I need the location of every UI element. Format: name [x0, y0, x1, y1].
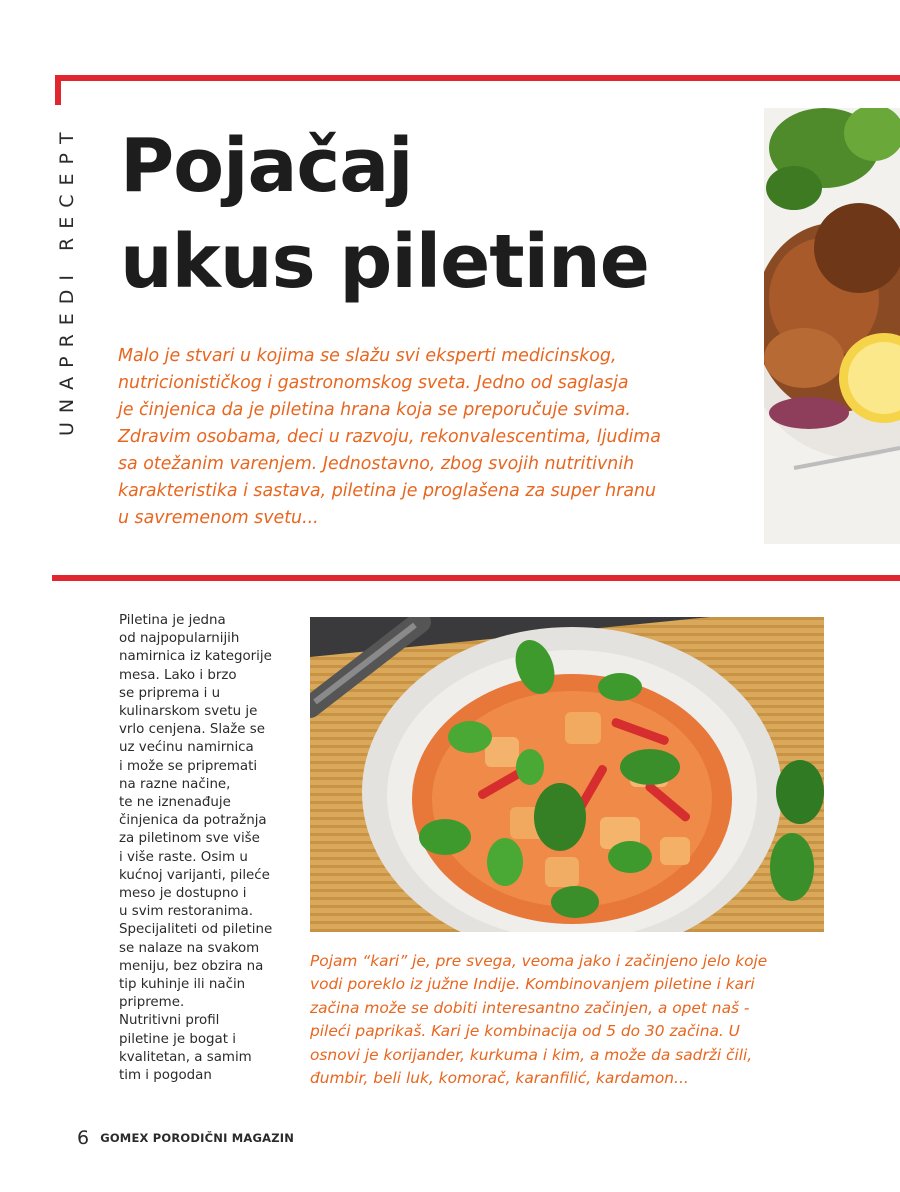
body-line: kvalitetan, a samim — [119, 1049, 252, 1065]
intro-line: Zdravim osobama, deci u razvoju, rekonvalescentima, ljudima — [118, 427, 661, 447]
body-line: se nalaze na svakom — [119, 940, 260, 956]
intro-line: u savremenom svetu... — [118, 508, 319, 528]
intro-line: nutricionističkog i gastronomskog sveta. Jedno od saglasja — [118, 373, 629, 393]
body-line: kućnoj varijanti, pileće — [119, 867, 270, 883]
intro-paragraph — [118, 343, 748, 532]
caption-line: vodi poreklo iz južne Indije. Kombinovanjem piletine i kari — [310, 975, 755, 994]
page-number: 6 — [77, 1127, 90, 1149]
body-line: Specijaliteti od piletine — [119, 922, 273, 938]
body-line: meso je dostupno i — [119, 886, 247, 902]
grilled-chicken-photo — [764, 108, 900, 544]
body-line: tim i pogodan — [119, 1068, 212, 1084]
caption-line: začina može se dobiti interesantno začinjen, a opet naš - — [310, 998, 750, 1017]
body-line: od najpopularnijih — [119, 631, 240, 647]
top-frame-corner — [55, 75, 61, 105]
body-line: u svim restoranima. — [119, 904, 253, 920]
body-line: te ne iznenađuje — [119, 795, 231, 811]
page-title — [120, 118, 740, 310]
intro-line: je činjenica da je piletina hrana koja se preporučuje svima. — [118, 400, 631, 420]
caption-line: Pojam “kari” je, pre svega, veoma jako i začinjeno jelo koje — [310, 952, 768, 970]
title-line: ukus piletine — [120, 219, 649, 305]
caption-line: pileći paprikaš. Kari je kombinacija od 5 do 30 začina. U — [310, 1022, 740, 1041]
body-line: pripreme. — [119, 995, 185, 1011]
body-line: mesa. Lako i brzo — [119, 667, 237, 683]
body-line: namirnica iz kategorije — [119, 649, 272, 665]
body-line: tip kuhinje ili način — [119, 977, 246, 993]
caption-line: đumbir, beli luk, komorač, karanfilić, kardamon... — [310, 1069, 689, 1088]
body-line: uz većinu namirnica — [119, 740, 254, 756]
body-line: činjenica da potražnja — [119, 813, 267, 829]
body-line: Piletina je jedna — [119, 613, 226, 628]
intro-line: Malo je stvari u kojima se slažu svi eksperti medicinskog, — [118, 346, 617, 366]
image-caption — [310, 950, 850, 1090]
body-line: i može se pripremati — [119, 758, 258, 774]
top-frame-line — [55, 75, 900, 81]
section-label: UNAPREDI RECEPT — [56, 123, 78, 436]
intro-line: sa otežanim varenjem. Jednostavno, zbog svojih nutritivnih — [118, 454, 635, 474]
magazine-name: GOMEX PORODIČNI MAGAZIN — [100, 1131, 295, 1145]
section-divider-line — [52, 575, 900, 581]
body-text-column — [119, 612, 299, 1085]
chicken-curry-photo — [310, 617, 824, 932]
title-line: Pojačaj — [120, 123, 413, 209]
body-line: se priprema i u — [119, 685, 221, 701]
body-line: Nutritivni profil — [119, 1013, 220, 1029]
body-line: piletine je bogat i — [119, 1031, 236, 1047]
body-line: i više raste. Osim u — [119, 849, 248, 865]
body-line: za piletinom sve više — [119, 831, 260, 847]
intro-line: karakteristika i sastava, piletina je proglašena za super hranu — [118, 481, 657, 501]
body-line: kulinarskom svetu je — [119, 704, 258, 720]
body-line: vrlo cenjena. Slaže se — [119, 722, 266, 738]
body-line: meniju, bez obzira na — [119, 958, 264, 974]
caption-line: osnovi je korijander, kurkuma i kim, a može da sadrži čili, — [310, 1045, 753, 1064]
body-line: na razne načine, — [119, 776, 231, 792]
page-footer — [77, 1127, 294, 1149]
